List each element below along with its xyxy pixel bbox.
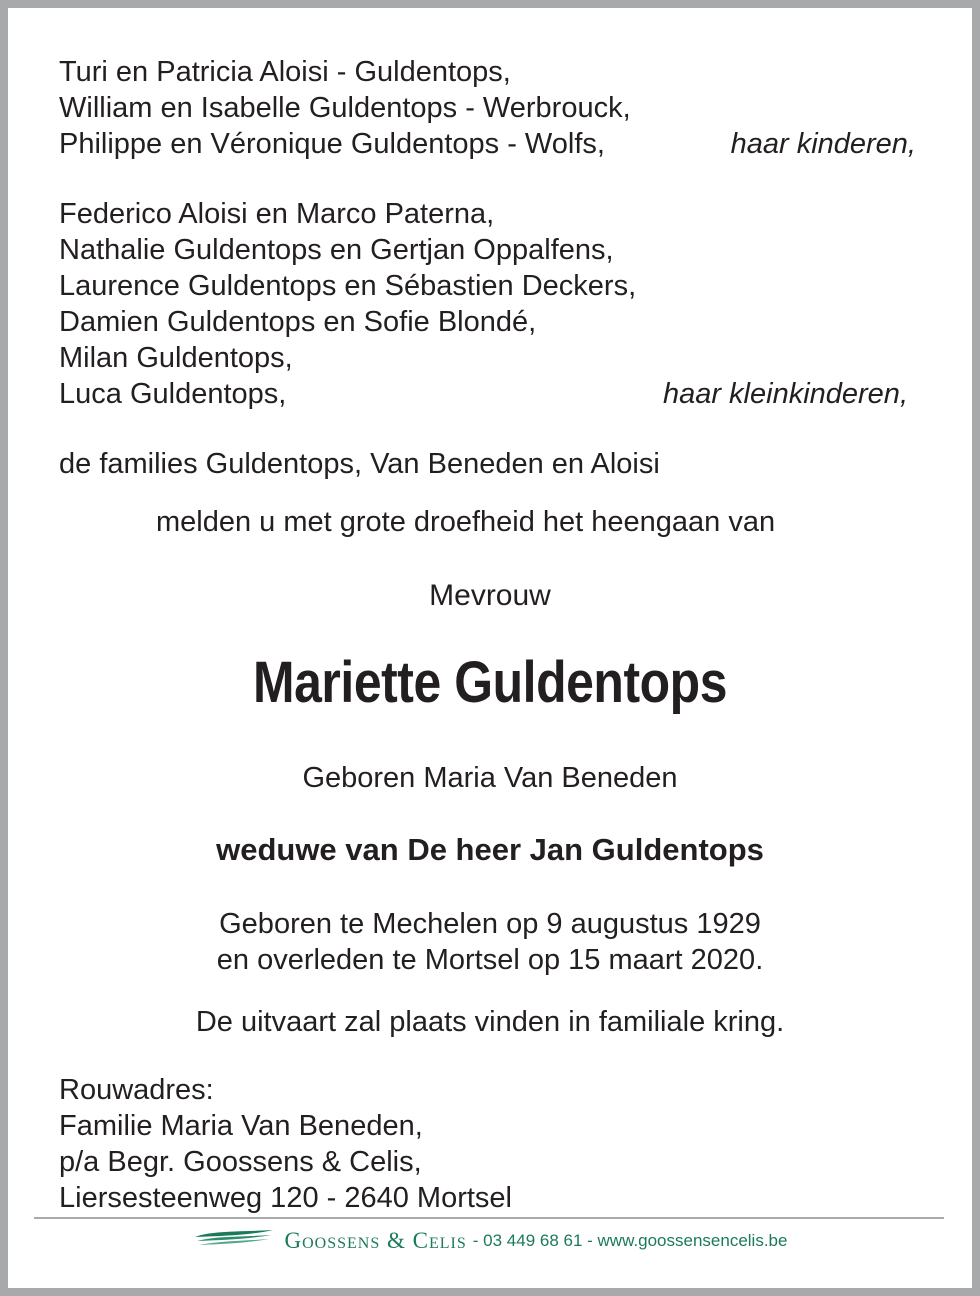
announcement: melden u met grote droefheid het heengaan van: [156, 506, 776, 538]
families-line: de families Guldentops, Van Beneden en Aloisi: [59, 448, 660, 480]
footer-divider: [34, 1217, 944, 1219]
grandchild-line: Luca Guldentops,: [59, 378, 287, 410]
death-notice: [22, 22, 958, 1274]
grandchild-line: Milan Guldentops,: [59, 342, 293, 374]
widow-of: weduwe van De heer Jan Guldentops: [216, 832, 764, 867]
children-role: haar kinderen,: [730, 128, 916, 160]
grandchild-line: Damien Guldentops en Sofie Blondé,: [59, 306, 537, 338]
grandchild-line: Nathalie Guldentops en Gertjan Oppalfens,: [59, 234, 614, 266]
salutation: Mevrouw: [429, 579, 551, 612]
deceased-name: Mariette Guldentops: [252, 650, 728, 715]
birth-date: Geboren te Mechelen op 9 augustus 1929: [219, 908, 761, 940]
address-heading: Rouwadres:: [59, 1074, 214, 1106]
funeral-home-contact[interactable]: - 03 449 68 61 - www.goossensencelis.be: [472, 1230, 788, 1250]
grandchild-line: Federico Aloisi en Marco Paterna,: [59, 198, 495, 230]
child-line: William en Isabelle Guldentops - Werbrouck,: [59, 92, 631, 124]
address-line: p/a Begr. Goossens & Celis,: [59, 1146, 422, 1178]
grandchildren-role: haar kleinkinderen,: [662, 378, 908, 410]
death-date: en overleden te Mortsel op 15 maart 2020.: [216, 944, 764, 976]
birth-name: Geboren Maria Van Beneden: [302, 762, 678, 794]
child-line: Turi en Patricia Aloisi - Guldentops,: [59, 56, 511, 88]
grandchild-line: Laurence Guldentops en Sébastien Deckers,: [59, 270, 637, 302]
child-line: Philippe en Véronique Guldentops - Wolfs,: [59, 128, 605, 160]
address-line: Liersesteenweg 120 - 2640 Mortsel: [59, 1182, 512, 1214]
wave-logo-icon: [193, 1227, 275, 1254]
funeral-info: De uitvaart zal plaats vinden in familiale kring.: [195, 1006, 785, 1038]
address-line: Familie Maria Van Beneden,: [59, 1110, 423, 1142]
funeral-home-footer: [22, 1227, 958, 1257]
funeral-home-brand: Goossens & Celis: [284, 1227, 467, 1253]
